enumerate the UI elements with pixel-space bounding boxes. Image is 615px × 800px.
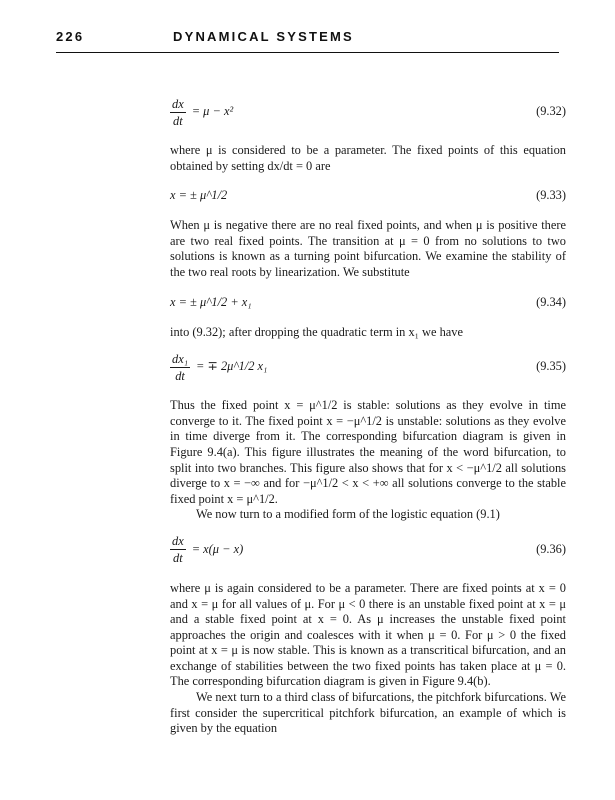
equation-9-34 — [170, 295, 566, 311]
fraction-numerator: dx — [172, 96, 184, 111]
equation-9-33 — [170, 188, 566, 204]
equation-rhs: = x(μ − x) — [191, 542, 244, 557]
equation-number: (9.33) — [536, 188, 566, 203]
paragraph: Thus the fixed point x = μ^1/2 is stable: solutions as they evolve in time converge to it. The fixed point x = −μ^1/2 is unstable: solutions as they evolve in time diverge from it. The corresponding bifurcation diagram is given in Figure 9.4(a). This figure illustrates the meaning of the word bifurcation, to split into two branches. This figure also shows that for x < −μ^1/2 all solutions diverge to x = −∞ and for −μ^1/2 < x < +∞ all solutions converge to the stable fixed point x = μ^1/2. — [170, 398, 566, 506]
equation-number: (9.36) — [536, 542, 566, 557]
fraction-denominator: dt — [173, 113, 183, 128]
paragraph: into (9.32); after dropping the quadratic term in x₁ we have — [170, 324, 463, 339]
equation-9-32 — [170, 95, 566, 129]
running-title: DYNAMICAL SYSTEMS — [173, 29, 354, 44]
equation-rhs: = μ − x² — [191, 104, 234, 119]
equation-number: (9.32) — [536, 104, 566, 119]
fraction-numerator: dx — [172, 534, 184, 549]
paragraph: We now turn to a modified form of the logistic equation (9.1) — [196, 507, 500, 522]
derivative-fraction — [170, 534, 186, 565]
fraction-denominator: dt — [173, 551, 183, 566]
equation-rhs: x = ± μ^1/2 — [170, 188, 228, 203]
header-rule — [56, 52, 559, 53]
derivative-fraction — [170, 97, 186, 128]
equation-rhs: = ∓ 2μ^1/2 x₁ — [196, 359, 268, 374]
equation-9-36 — [170, 533, 566, 567]
equation-number: (9.34) — [536, 294, 566, 309]
paragraph: When μ is negative there are no real fixed points, and when μ is positive there are two real fixed points. The transition at μ = 0 from no solutions to two solutions is known as a turning point bifurcation. We examine the stability of the two real roots by linearization. We substitute — [170, 218, 566, 279]
equation-9-35 — [170, 350, 566, 384]
paragraph: where μ is again considered to be a parameter. There are fixed points at x = 0 and x = μ for all values of μ. For μ < 0 there is an unstable fixed point at x = μ and a stable fixed point at x = 0. As μ increases the unstable fixed point approaches the origin and coalesces with it when μ = 0. For μ > 0 the fixed point at x = μ is now stable. This is known as a transcritical bifurcation, and an exchange of stabilities between the two fixed points has taken place at μ = 0. The corresponding bifurcation diagram is given in Figure 9.4(b). — [170, 580, 566, 689]
derivative-fraction — [170, 352, 190, 383]
fraction-denominator: dt — [175, 368, 185, 383]
page-body — [170, 85, 566, 737]
page-number: 226 — [56, 29, 85, 44]
equation-number: (9.35) — [536, 359, 566, 374]
paragraph: where μ is considered to be a parameter. The fixed points of this equation obtained by setting dx/dt = 0 are — [170, 143, 566, 173]
equation-rhs: x = ± μ^1/2 + x₁ — [170, 294, 252, 309]
paragraph: We next turn to a third class of bifurcations, the pitchfork bifurcations. We first consider the supercritical pitchfork bifurcation, an example of which is given by the equation — [170, 690, 566, 736]
fraction-numerator: dx₁ — [172, 351, 189, 366]
